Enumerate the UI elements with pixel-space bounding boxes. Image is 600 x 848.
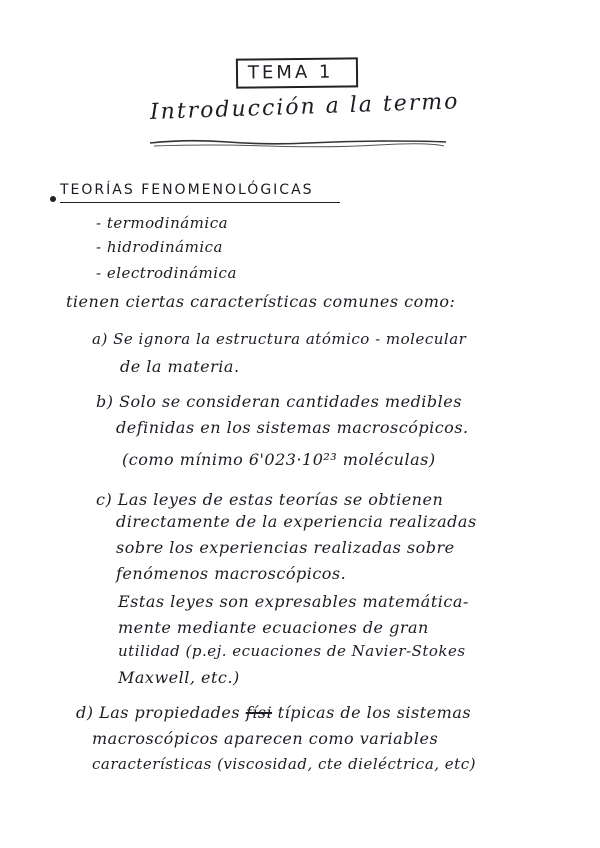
point-c-line-1: c) Las leyes de estas teorías se obtienen	[96, 490, 444, 509]
point-a-line-1: a) Se ignora la estructura atómico - molecular	[92, 330, 467, 348]
section-title: TEORÍAS FENOMENOLÓGICAS	[60, 182, 314, 198]
point-c-line-7: utilidad (p.ej. ecuaciones de Navier-Stokes	[118, 642, 466, 660]
point-d-prefix: d) Las propiedades	[76, 703, 241, 722]
point-c-line-6: mente mediante ecuaciones de gran	[118, 618, 429, 637]
struck-word: físi	[245, 703, 273, 722]
intro-line: tienen ciertas características comunes como:	[66, 292, 456, 311]
section-underline	[60, 202, 340, 203]
list-item: - hidrodinámica	[96, 238, 223, 256]
bullet-dot	[50, 196, 56, 202]
title-box	[236, 57, 358, 88]
page-title: TEMA 1	[247, 61, 334, 84]
point-b-line-3: (como mínimo 6'023·10²³ moléculas)	[122, 450, 436, 469]
point-b-line-1: b) Solo se consideran cantidades medibles	[96, 392, 462, 411]
point-c-line-4: fenómenos macroscópicos.	[116, 564, 347, 583]
subtitle-underline	[148, 136, 448, 148]
list-item: - electrodinámica	[96, 264, 237, 282]
point-c-line-2: directamente de la experiencia realizadas	[116, 512, 477, 531]
point-b-line-2: definidas en los sistemas macroscópicos.	[116, 418, 469, 437]
point-a-line-2: de la materia.	[120, 357, 240, 376]
point-d-line-1	[76, 703, 471, 722]
point-c-line-3: sobre los experiencias realizadas sobre	[116, 538, 455, 557]
list-item: - termodinámica	[96, 214, 229, 232]
point-c-line-5: Estas leyes son expresables matemática-	[118, 592, 469, 611]
subtitle: Introducción a la termo	[149, 89, 460, 125]
point-c-line-8: Maxwell, etc.)	[118, 668, 240, 687]
point-d-line-2: macroscópicos aparecen como variables	[92, 729, 439, 748]
point-d-line-3: características (viscosidad, cte dieléctrica, etc)	[92, 755, 476, 773]
point-d-suffix: típicas de los sistemas	[277, 703, 472, 722]
